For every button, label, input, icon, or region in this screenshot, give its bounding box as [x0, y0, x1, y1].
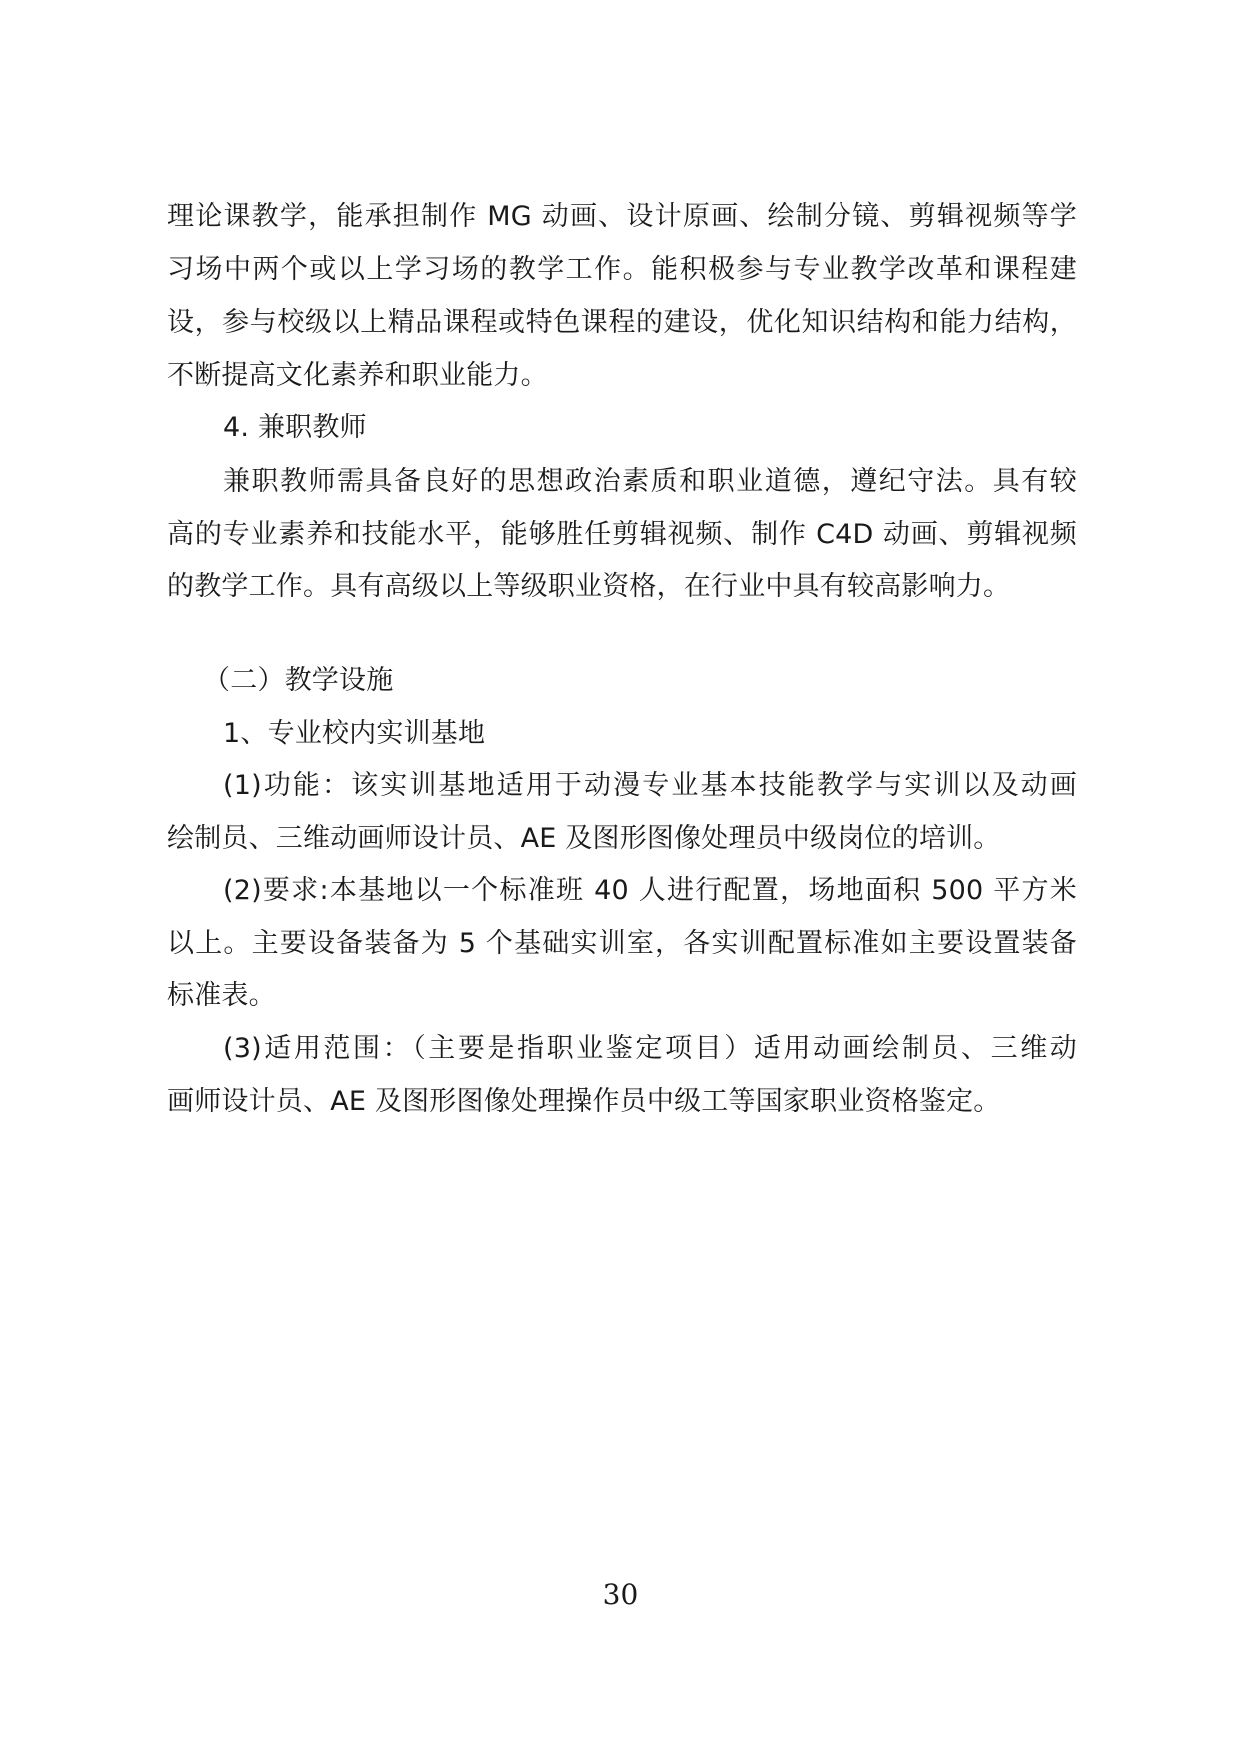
paragraph-line: 以上。主要设备装备为 5 个基础实训室，各实训配置标准如主要设置装备 [167, 928, 1077, 959]
paragraph-line: 的教学工作。具有高级以上等级职业资格，在行业中具有较高影响力。 [167, 571, 1011, 602]
paragraph-line: 理论课教学，能承担制作 MG 动画、设计原画、绘制分镜、剪辑视频等学 [167, 201, 1077, 232]
paragraph-line: 习场中两个或以上学习场的教学工作。能积极参与专业教学改革和课程建 [167, 254, 1077, 285]
page-number: 30 [602, 1578, 639, 1611]
paragraph-line: 绘制员、三维动画师设计员、AE 及图形图像处理员中级岗位的培训。 [167, 823, 1001, 854]
paragraph-line: (3)适用范围：（主要是指职业鉴定项目）适用动画绘制员、三维动 [223, 1033, 1077, 1064]
paragraph-line: 画师设计员、AE 及图形图像处理操作员中级工等国家职业资格鉴定。 [167, 1086, 1001, 1117]
paragraph-line: 兼职教师需具备良好的思想政治素质和职业道德，遵纪守法。具有较 [223, 466, 1077, 497]
paragraph-line: 不断提高文化素养和职业能力。 [167, 360, 548, 391]
paragraph-line: 设，参与校级以上精品课程或特色课程的建设，优化知识结构和能力结构， [167, 307, 1077, 338]
paragraph-line: (1)功能：该实训基地适用于动漫专业基本技能教学与实训以及动画 [223, 770, 1077, 801]
paragraph-line: 标准表。 [167, 980, 276, 1011]
paragraph-line: (2)要求:本基地以一个标准班 40 人进行配置，场地面积 500 平方米 [223, 875, 1077, 906]
paragraph-line: 高的专业素养和技能水平，能够胜任剪辑视频、制作 C4D 动画、剪辑视频 [167, 519, 1077, 550]
subsection-heading-training-base: 1、专业校内实训基地 [223, 718, 486, 749]
section-heading-teaching-facilities: （二）教学设施 [203, 665, 394, 696]
section-heading-part-time-teachers: 4. 兼职教师 [223, 412, 367, 443]
